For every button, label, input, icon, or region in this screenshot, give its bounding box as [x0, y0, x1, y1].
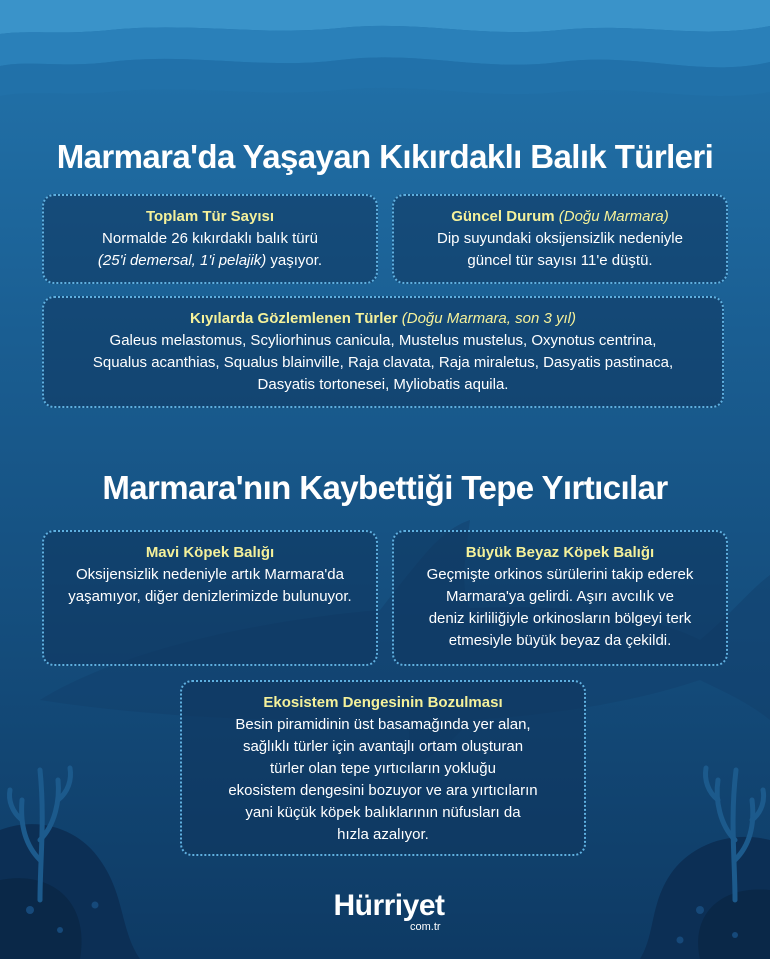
card-observed-species	[42, 296, 724, 408]
card-line: Galeus melastomus, Scyliorhinus canicula, Mustelus mustelus, Oxynotus centrina,	[109, 332, 657, 349]
card-great-white-shark	[392, 530, 728, 666]
card-heading	[56, 308, 710, 330]
card-heading-main: Kıyılarda Gözlemlenen Türler	[190, 310, 398, 327]
card-heading: Toplam Tür Sayısı	[145, 208, 275, 225]
card-heading: Ekosistem Dengesinin Bozulması	[263, 694, 503, 711]
card-line: Squalus acanthias, Squalus blainville, Raja clavata, Raja miraletus, Dasyatis pastinaca,	[92, 354, 674, 371]
card-line: sağlıklı türler için avantajlı ortam oluşturan	[242, 738, 524, 755]
card-heading	[406, 206, 714, 228]
card-line: Marmara'ya gelirdi. Aşırı avcılık ve	[446, 588, 674, 605]
card-line	[56, 250, 364, 272]
card-line: deniz kirliliğiyle orkinosların bölgeyi terk	[428, 610, 692, 627]
section-title-predators: Marmara'nın Kaybettiği Tepe Yırtıcılar	[102, 469, 668, 506]
card-blue-shark	[42, 530, 378, 666]
card-line: Geçmişte orkinos sürülerini takip ederek	[426, 566, 694, 583]
card-current-status	[392, 194, 728, 284]
section-title-species: Marmara'da Yaşayan Kıkırdaklı Balık Türleri	[56, 138, 714, 175]
card-heading: Mavi Köpek Balığı	[145, 544, 275, 561]
card-ecosystem-balance	[180, 680, 586, 856]
card-heading-italic: (Doğu Marmara, son 3 yıl)	[401, 310, 576, 327]
card-heading-main: Güncel Durum	[451, 208, 555, 225]
card-italic-note: (25'i demersal, 1'i pelajik)	[97, 252, 267, 269]
card-line: yani küçük köpek balıklarının nüfusları da	[245, 804, 521, 821]
card-line: yaşamıyor, diğer denizlerimizde bulunuyor.	[68, 588, 352, 605]
card-line: Normalde 26 kıkırdaklı balık türü	[102, 230, 318, 247]
card-heading-italic: (Doğu Marmara)	[558, 208, 669, 225]
hurriyet-logo-domain: com.tr	[410, 921, 441, 933]
card-line: Dip suyundaki oksijensizlik nedeniyle	[437, 230, 683, 247]
card-line: türler olan tepe yırtıcıların yokluğu	[270, 760, 496, 777]
card-line: etmesiyle büyük beyaz da çekildi.	[448, 632, 672, 649]
card-line: Dasyatis tortonesei, Myliobatis aquila.	[257, 376, 509, 393]
card-heading: Büyük Beyaz Köpek Balığı	[465, 544, 655, 561]
card-line: ekosistem dengesini bozuyor ve ara yırtıcıların	[228, 782, 538, 799]
card-line: Oksijensizlik nedeniyle artık Marmara'da	[76, 566, 344, 583]
card-line: hızla azalıyor.	[337, 826, 429, 843]
card-total-species	[42, 194, 378, 284]
card-line-rest: yaşıyor.	[266, 252, 323, 269]
card-line: güncel tür sayısı 11'e düştü.	[467, 252, 653, 269]
hurriyet-logo: Hürriyet	[333, 889, 445, 922]
card-line: Besin piramidinin üst basamağında yer alan,	[235, 716, 531, 733]
